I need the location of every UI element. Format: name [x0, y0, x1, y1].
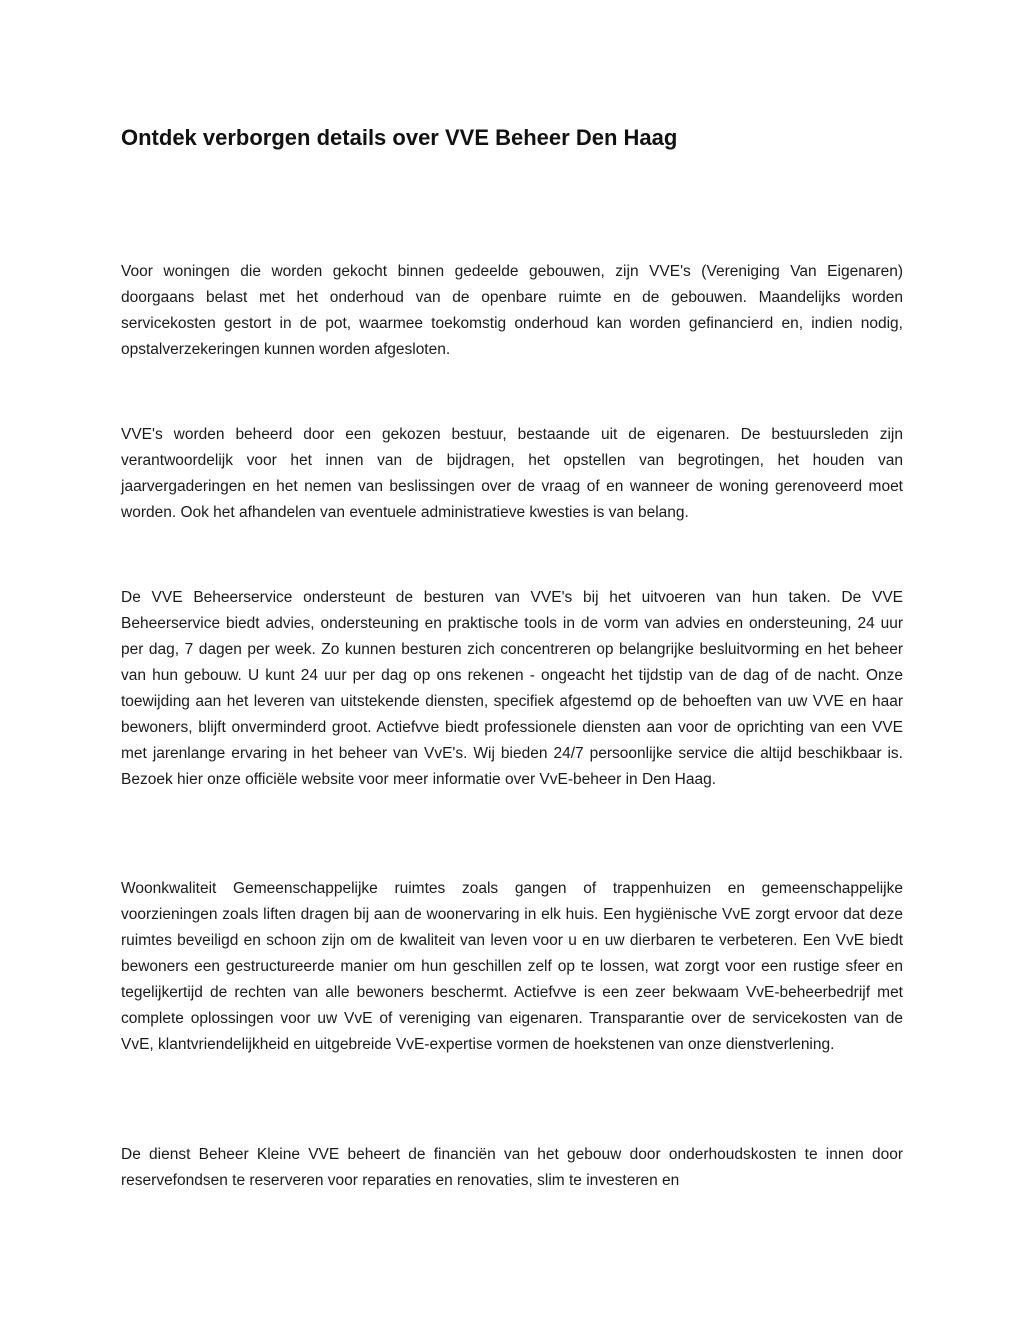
paragraph-4: Woonkwaliteit Gemeenschappelijke ruimtes zoals gangen of trappenhuizen en gemeenschappelijke voorzieningen zoals liften dragen bij aan de woonervaring in elk huis. Een hygiënische VvE zorgt ervoor dat deze ruimtes beveiligd en schoon zijn om de kwaliteit van leven voor u en uw dierbaren te verbeteren. Een VvE biedt bewoners een gestructureerde manier om hun geschillen zelf op te lossen, wat zorgt voor een rustige sfeer en tegelijkertijd de rechten van alle bewoners beschermt. Actiefvve is een zeer bekwaam VvE-beheerbedrijf met complete oplossingen voor uw VvE of vereniging van eigenaren. Transparantie over de servicekosten van de VvE, klantvriendelijkheid en uitgebreide VvE-expertise vormen de hoekstenen van onze dienstverlening. [121, 880, 903, 1053]
paragraph-2: VVE's worden beheerd door een gekozen bestuur, bestaande uit de eigenaren. De bestuursleden zijn verantwoordelijk voor het innen van de bijdragen, het opstellen van begrotingen, het houden van jaarvergaderingen en het nemen van beslissingen over de vraag of en wanneer de woning gerenoveerd moet worden. Ook het afhandelen van eventuele administratieve kwesties is van belang. [121, 426, 903, 521]
paragraph-3: De VVE Beheerservice ondersteunt de besturen van VVE's bij het uitvoeren van hun taken. De VVE Beheerservice biedt advies, ondersteuning en praktische tools in de vorm van advies en ondersteuning, 24 uur per dag, 7 dagen per week. Zo kunnen besturen zich concentreren op belangrijke besluitvorming en het beheer van hun gebouw. U kunt 24 uur per dag op ons rekenen - ongeacht het tijdstip van de dag of de nacht. Onze toewijding aan het leveren van uitstekende diensten, specifiek afgestemd op de behoeften van uw VVE en haar bewoners, blijft onverminderd groot. Actiefvve biedt professionele diensten aan voor de oprichting van een VVE met jarenlange ervaring in het beheer van VvE's. Wij bieden 24/7 persoonlijke service die altijd beschikbaar is. Bezoek hier onze officiële website voor meer informatie over VvE-beheer in Den Haag. [121, 589, 903, 788]
paragraph-5: De dienst Beheer Kleine VVE beheert de financiën van het gebouw door onderhoudskosten te innen door reservefondsen te reserveren voor reparaties en renovaties, slim te investeren en [121, 1146, 903, 1189]
page-title: Ontdek verborgen details over VVE Beheer Den Haag [121, 125, 678, 150]
paragraph-1: Voor woningen die worden gekocht binnen gedeelde gebouwen, zijn VVE's (Vereniging Van Eigenaren) doorgaans belast met het onderhoud van de openbare ruimte en de gebouwen. Maandelijks worden servicekosten gestort in de pot, waarmee toekomstig onderhoud kan worden gefinancierd en, indien nodig, opstalverzekeringen kunnen worden afgesloten. [121, 263, 903, 358]
